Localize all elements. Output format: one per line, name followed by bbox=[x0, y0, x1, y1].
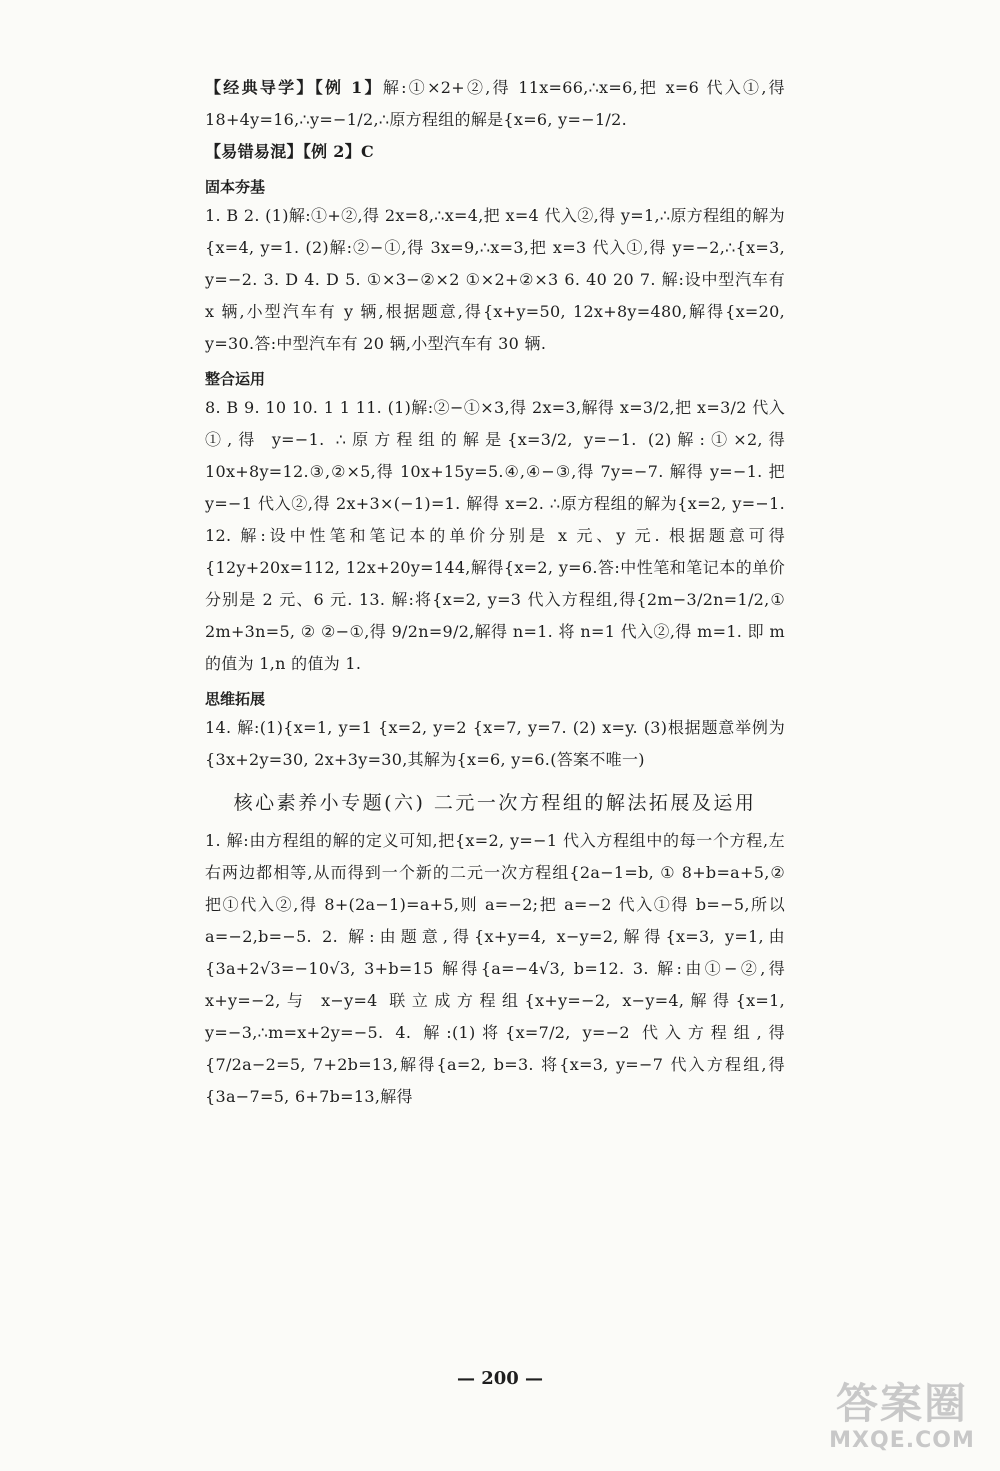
integrate-answers: 8. B 9. 10 10. 1 1 11. (1)解:②−①×3,得 2x=3,解得 x=3/2,把 x=3/2 代入①,得 y=−1. ∴原方程组的解是{x=3/2, y=−1. (2)解:①×2,得 10x+8y=12.③,②×5,得 10x+15y=5.④,④−③,得 7y=−7. 解得 y=−1. 把 y=−1 代入②,得 2x+3×(−1)=1. 解得 x=2. ∴原方程组的解为{x=2, y=−1. 12. 解:设中性笔和笔记本的单价分别是 x 元、y 元. 根据题意可得{12y+20x=112, 12x+20y=144,解得{x=2, y=6.答:中性笔和笔记本的单价分别是 2 元、6 元. 13. 解:将{x=2, y=3 代入方程组,得{2m−3/2n=1/2,① 2m+3n=5, ② ②−①,得 9/2n=9/2,解得 n=1. 将 n=1 代入②,得 m=1. 即 m 的值为 1,n 的值为 1. bbox=[205, 398, 785, 673]
example-2-tag: 【例 2】 bbox=[302, 142, 362, 161]
section-heading-basic: 固本夯基 bbox=[205, 178, 266, 196]
classic-text-b: ,∴原方程组的解是{x=6, y=− bbox=[373, 110, 595, 129]
section-heading-integrate: 整合运用 bbox=[205, 370, 266, 388]
classic-guide-tag: 【经典导学】 bbox=[205, 78, 315, 97]
example-1-tag: 【例 1】 bbox=[314, 78, 383, 97]
fraction-numerator: 1 bbox=[346, 110, 358, 129]
fraction-denominator: 2 bbox=[362, 110, 374, 129]
watermark-text: 答案圈 bbox=[835, 1379, 968, 1428]
classic-guide-paragraph: 【经典导学】【例 1】解:①×2+②,得 11x=66,∴x=6,把 x=6 代入①,得 18+4y=16,∴y=−1/2,∴原方程组的解是{x=6, y=−1/2. bbox=[205, 78, 785, 129]
page-number: — 200 — bbox=[456, 1368, 544, 1389]
special-topic-title: 核心素养小专题(六) 二元一次方程组的解法拓展及运用 bbox=[233, 792, 757, 814]
watermark-logo bbox=[812, 1380, 992, 1453]
classic-text-a: 解:①×2+②,得 11x=66,∴x=6,把 x=6 代入①,得 18+4y=16,∴y=− bbox=[205, 78, 785, 129]
mistake-paragraph bbox=[205, 136, 785, 168]
classic-text-c: . bbox=[621, 110, 627, 129]
watermark-url: MXQE.COM bbox=[829, 1428, 975, 1453]
thinking-answers: 14. 解:(1){x=1, y=1 {x=2, y=2 {x=7, y=7. (2) x=y. (3)根据题意举例为{3x+2y=30, 2x+3y=30,其解为{x=6, y=6.(答案不唯一) bbox=[205, 718, 785, 769]
basic-answers: 1. B 2. (1)解:①+②,得 2x=8,∴x=4,把 x=4 代入②,得 y=1,∴原方程组的解为{x=4, y=1. (2)解:②−①,得 3x=9,∴x=3,把 x=3 代入①,得 y=−2,∴{x=3, y=−2. 3. D 4. D 5. ①×3−②×2 ①×2+②×3 6. 40 20 7. 解:设中型汽车有 x 辆,小型汽车有 y 辆,根据题意,得{x+y=50, 12x+8y=480,解得{x=20, y=30.答:中型汽车有 20 辆,小型汽车有 30 辆. bbox=[205, 206, 785, 353]
fraction2-numerator: 1 bbox=[594, 110, 606, 129]
mistake-tag: 【易错易混】 bbox=[205, 142, 303, 161]
example-2-answer: C bbox=[361, 142, 375, 161]
special-topic-answers: 1. 解:由方程组的解的定义可知,把{x=2, y=−1 代入方程组中的每一个方程,左右两边都相等,从而得到一个新的二元一次方程组{2a−1=b, ① 8+b=a+5,② 把①代入②,得 8+(2a−1)=a+5,则 a=−2;把 a=−2 代入①得 b=−5,所以 a=−2,b=−5. 2. 解:由题意,得{x+y=4, x−y=2,解得{x=3, y=1,由{3a+2√3=−10√3, 3+b=15 解得{a=−4√3, b=12. 3. 解:由①−②,得 x+y=−2,与 x−y=4 联立成方程组{x+y=−2, x−y=4,解得{x=1, y=−3,∴m=x+2y=−5. 4. 解:(1)将{x=7/2, y=−2 代入方程组,得{7/2a−2=5, 7+2b=13,解得{a=2, b=3. 将{x=3, y=−7 代入方程组,得{3a−7=5, 6+7b=13,解得 bbox=[205, 831, 785, 1106]
answer-page bbox=[205, 72, 785, 1113]
fraction2-denominator: 2 bbox=[611, 110, 622, 129]
section-heading-thinking: 思维拓展 bbox=[205, 690, 266, 708]
